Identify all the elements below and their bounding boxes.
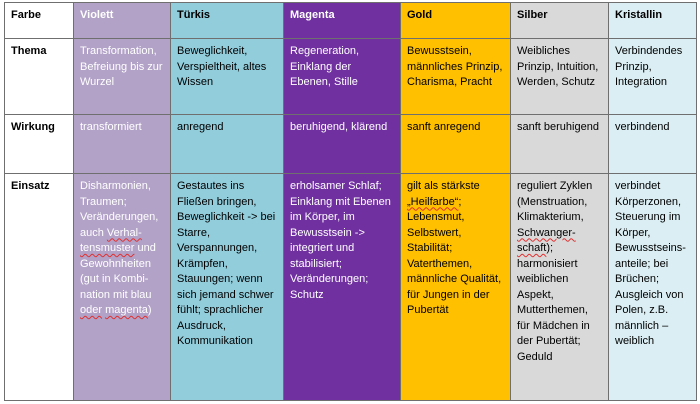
text-segment: ) bbox=[147, 304, 152, 316]
header-silber: Silber bbox=[511, 3, 609, 39]
spellcheck-word: magenta bbox=[105, 304, 148, 316]
spellcheck-word: oder bbox=[80, 304, 103, 316]
cell-einsatz-gold bbox=[401, 174, 511, 401]
text-segment: Disharmonien, Traumen; Veränderungen, auch bbox=[80, 180, 159, 239]
cell-einsatz-silber bbox=[511, 174, 609, 401]
row-label-wirkung: Wirkung bbox=[5, 115, 74, 174]
cell-thema-violett: Transformation, Befreiung bis zur Wurzel bbox=[74, 39, 171, 115]
header-violett: Violett bbox=[74, 3, 171, 39]
row-label-einsatz: Einsatz bbox=[5, 174, 74, 401]
cell-wirkung-silber: sanft beruhigend bbox=[511, 115, 609, 174]
header-gold: Gold bbox=[401, 3, 511, 39]
cell-thema-kristallin: Verbindendes Prinzip, Integration bbox=[609, 39, 697, 115]
spellcheck-word: „Heilfarbe“ bbox=[407, 195, 459, 208]
header-magenta: Magenta bbox=[284, 3, 401, 39]
cell-wirkung-kristallin: verbindend bbox=[609, 115, 697, 174]
text-segment: gilt als stärkste bbox=[407, 180, 480, 192]
cell-wirkung-violett: transformiert bbox=[74, 115, 171, 174]
header-label-farbe: Farbe bbox=[5, 3, 74, 39]
row-wirkung bbox=[5, 115, 697, 174]
cell-einsatz-tuerkis: Gestautes ins Fließen bringen, Beweglichkeit -> bei Starre, Verspannungen, Krämpfen, Stauungen; wenn sich jemand schwer fühlt; sprachlicher Ausdruck, Kommunikation bbox=[171, 174, 284, 401]
spellcheck-word: Verhal-tensmuster bbox=[80, 226, 142, 254]
color-table bbox=[4, 2, 697, 401]
row-thema bbox=[5, 39, 697, 115]
text-segment: reguliert Zyklen (Menstruation, Klimakterium, bbox=[517, 180, 593, 223]
cell-wirkung-tuerkis: anregend bbox=[171, 115, 284, 174]
spellcheck-word: Schwanger-schaft bbox=[517, 226, 576, 254]
header-kristallin: Kristallin bbox=[609, 3, 697, 39]
cell-einsatz-kristallin: verbindet Körperzonen, Steuerung im Körper, Bewusstseins-anteile; bei Brüchen; Ausgleich von Polen, z.B. männlich – weiblich bbox=[609, 174, 697, 401]
cell-thema-tuerkis: Beweglichkeit, Verspieltheit, altes Wissen bbox=[171, 39, 284, 115]
cell-einsatz-magenta: erholsamer Schlaf; Einklang mit Ebenen im Körper, im Bewusstsein -> integriert und stabilisiert; Veränderungen; Schutz bbox=[284, 174, 401, 401]
cell-thema-magenta: Regeneration, Einklang der Ebenen, Stille bbox=[284, 39, 401, 115]
cell-thema-gold: Bewusstsein, männliches Prinzip, Charisma, Pracht bbox=[401, 39, 511, 115]
cell-thema-silber: Weibliches Prinzip, Intuition, Werden, Schutz bbox=[511, 39, 609, 115]
text-segment: ); harmonisiert weiblichen Aspekt, Mutterthemen, für Mädchen in der Pubertät; Geduld bbox=[517, 242, 590, 363]
text-segment: ; Lebensmut, Selbstwert, Stabilität; Vaterthemen, männliche Qualität, für Jungen in der Pubertät bbox=[407, 195, 502, 316]
cell-einsatz-violett bbox=[74, 174, 171, 401]
text-segment: und Gewohnheiten (gut in Kombi-nation mit blau bbox=[80, 242, 156, 301]
row-label-thema: Thema bbox=[5, 39, 74, 115]
header-tuerkis: Türkis bbox=[171, 3, 284, 39]
row-einsatz bbox=[5, 174, 697, 401]
cell-wirkung-gold: sanft anregend bbox=[401, 115, 511, 174]
header-row bbox=[5, 3, 697, 39]
cell-wirkung-magenta: beruhigend, klärend bbox=[284, 115, 401, 174]
